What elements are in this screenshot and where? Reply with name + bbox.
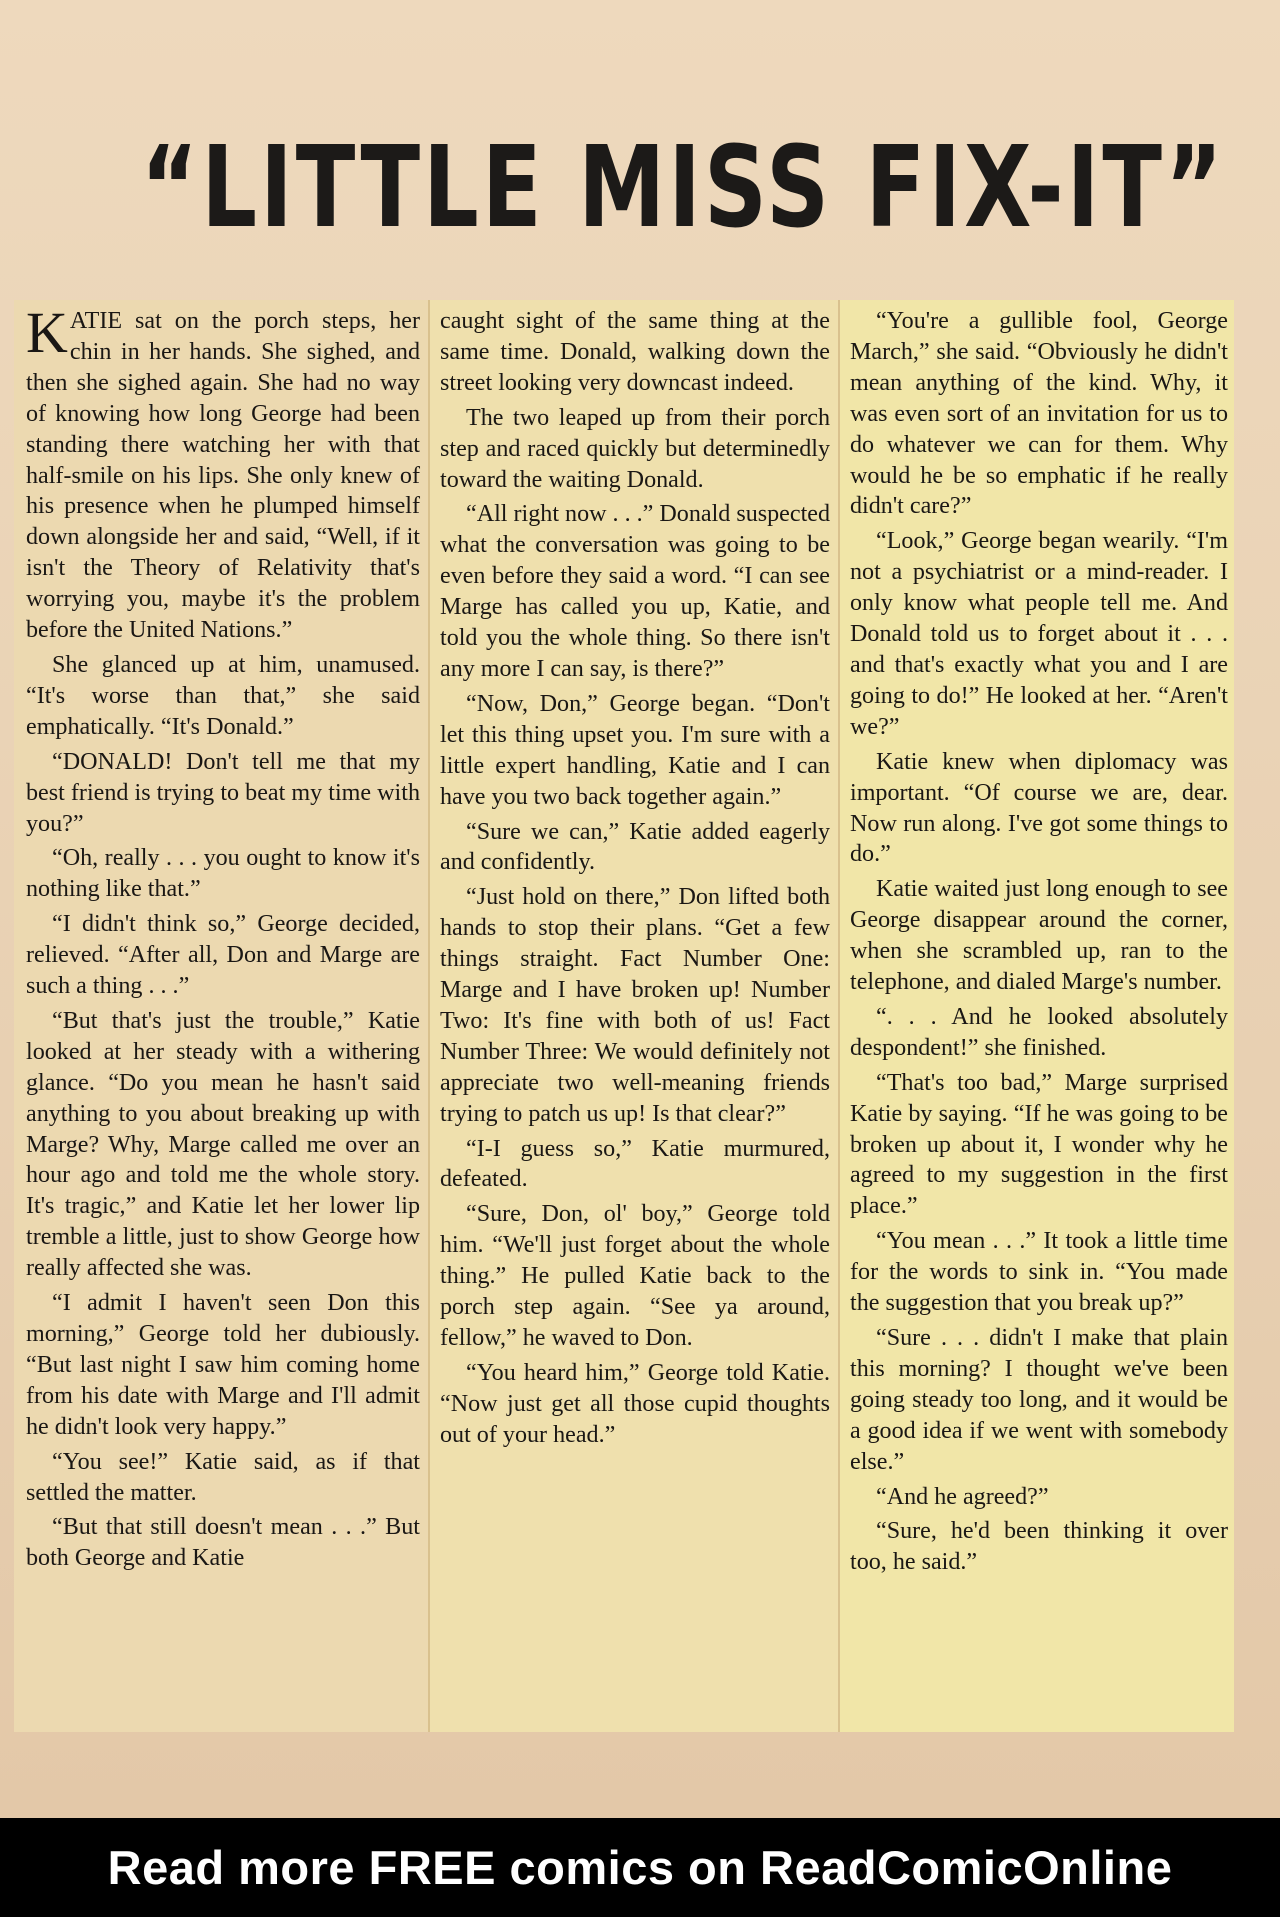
paragraph: “Sure, Don, ol' boy,” George told him. “We'll just forget about the whole thing.” He pulled Katie back to the porch step again. “See ya around, fellow,” he waved to Don.	[440, 1201, 830, 1351]
text-column-2	[428, 300, 838, 1732]
paragraph: She glanced up at him, unamused. “It's worse than that,” she said emphatically. “It's Donald.”	[26, 651, 420, 740]
story-text-columns	[14, 300, 1234, 1732]
paragraph: “Look,” George began wearily. “I'm not a psychiatrist or a mind-reader. I only know what people tell me. And Donald told us to forget about it . . . and that's exactly what you and I are going to do!” He looked at her. “Aren't we?”	[850, 528, 1228, 740]
paragraph: “You mean . . .” It took a little time for the words to sink in. “You made the suggestion that you break up?”	[850, 1228, 1228, 1317]
paragraph: “But that still doesn't mean . . .” But both George and Katie	[26, 1514, 420, 1572]
paragraph: “Oh, really . . . you ought to know it's nothing like that.”	[26, 845, 420, 903]
paragraph: “You see!” Katie said, as if that settled the matter.	[26, 1448, 420, 1506]
paragraph: The two leaped up from their porch step and raced quickly but determinedly toward the waiting Donald.	[440, 404, 830, 493]
paragraph: “DONALD! Don't tell me that my best friend is trying to beat my time with you?”	[26, 748, 420, 837]
text-column-3	[838, 300, 1234, 1732]
paragraph: “Sure . . . didn't I make that plain this morning? I thought we've been going steady too long, and it would be a good idea if we went with somebody else.”	[850, 1325, 1228, 1475]
paragraph: “. . . And he looked absolutely despondent!” she finished.	[850, 1003, 1228, 1061]
promo-banner-text[interactable]: Read more FREE comics on ReadComicOnline	[107, 1841, 1173, 1894]
opening-word: ATIE	[69, 308, 123, 334]
paragraph	[26, 300, 420, 646]
paragraph: “And he agreed?”	[876, 1483, 1049, 1510]
paragraph: “I didn't think so,” George decided, relieved. “After all, Don and Marge are such a thing . . .”	[26, 911, 420, 1000]
paragraph: “Sure, he'd been thinking it over too, he said.”	[850, 1518, 1228, 1576]
paragraph: “You heard him,” George told Katie. “Now just get all those cupid thoughts out of your head.”	[440, 1359, 830, 1448]
story-title: “LITTLE MISS FIX-IT”	[140, 123, 1226, 253]
paragraph: “You're a gullible fool, George March,” she said. “Obviously he didn't mean anything of the kind. Why, it was even sort of an invitation for us to do whatever we can for them. Why would he be so emphatic if he really didn't care?”	[850, 308, 1228, 520]
paragraph: “Sure we can,” Katie added eagerly and confidently.	[440, 818, 830, 876]
paragraph: Katie knew when diplomacy was important. “Of course we are, dear. Now run along. I've got some things to do.”	[850, 748, 1228, 868]
paragraph: “That's too bad,” Marge surprised Katie by saying. “If he was going to be broken up about it, I wonder why he agreed to my suggestion in the first place.”	[850, 1069, 1228, 1220]
text-column-1	[14, 300, 428, 1732]
paragraph: Katie waited just long enough to see George disappear around the corner, when she scrambled up, ran to the telephone, and dialed Marge's number.	[850, 876, 1228, 996]
paragraph: “I-I guess so,” Katie murmured, defeated.	[440, 1135, 830, 1193]
paragraph: “All right now . . .” Donald suspected what the conversation was going to be even before they said a word. “I can see Marge has called you up, Katie, and told you the whole thing. So there isn't any more I can say, is there?”	[440, 501, 831, 682]
paragraph-text: sat on the porch steps, her chin in her hands. She sighed, and then she sighed again. She had no way of knowing how long George had been standing there watching her with that half-smile on his lips. She only knew of his presence when he plumped himself down alongside her and said, “Well, if it isn't the Theory of Relativity that's worrying you, maybe it's the problem before the United Nations.”	[26, 308, 420, 644]
drop-cap: K	[26, 300, 68, 365]
paragraph: “I admit I haven't seen Don this morning,” George told her dubiously. “But last night I saw him coming home from his date with Marge and I'll admit he didn't look very happy.”	[26, 1290, 420, 1440]
paragraph: “Just hold on there,” Don lifted both hands to stop their plans. “Get a few things straight. Fact Number One: Marge and I have broken up! Number Two: It's fine with both of us! Fact Number Three: We would definitely not appreciate two well-meaning friends trying to patch us up! Is that clear?”	[440, 884, 830, 1127]
promo-banner[interactable]	[0, 1818, 1280, 1917]
paragraph: “But that's just the trouble,” Katie looked at her steady with a withering glance. “Do you mean he hasn't said anything to you about breaking up with Marge? Why, Marge called me over an hour ago and told me the whole story. It's tragic,” and Katie let her lower lip tremble a little, just to show George how really affected she was.	[26, 1007, 420, 1282]
paragraph: caught sight of the same thing at the same time. Donald, walking down the street looking very downcast indeed.	[440, 308, 830, 396]
paragraph: “Now, Don,” George began. “Don't let this thing upset you. I'm sure with a little expert handling, Katie and I can have you two back together again.”	[440, 690, 830, 810]
